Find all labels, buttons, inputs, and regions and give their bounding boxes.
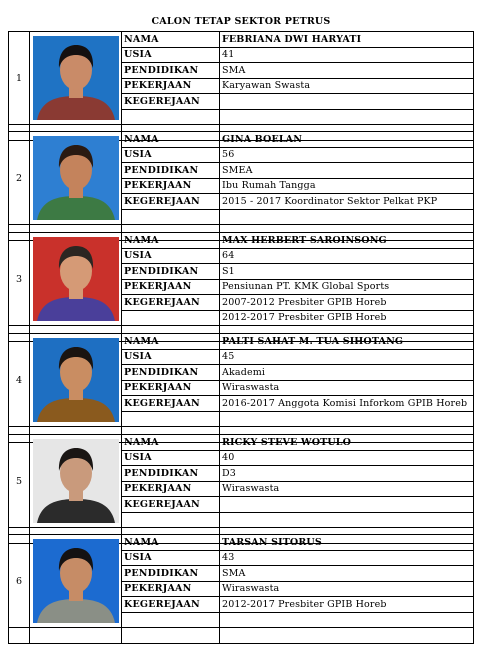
candidate-number: 5 [9, 435, 30, 528]
value-kegerejaan-extra [220, 411, 474, 427]
value-kegerejaan-extra [220, 612, 474, 628]
sheet-title: CALON TETAP SEKTOR PETRUS [151, 16, 331, 27]
label-pendidikan: PENDIDIKAN [122, 566, 220, 582]
label-pekerjaan: PEKERJAAN [122, 581, 220, 597]
label-usia: USIA [122, 47, 220, 63]
value-kegerejaan-extra [220, 109, 474, 125]
label-nama: NAMA [122, 233, 220, 249]
value-nama: RICKY STEVE WOTULO [220, 435, 474, 451]
candidate-table [8, 434, 474, 544]
label-pekerjaan: PEKERJAAN [122, 78, 220, 94]
label-usia: USIA [122, 248, 220, 264]
value-kegerejaan [220, 497, 474, 513]
value-usia: 45 [220, 349, 474, 365]
value-usia: 64 [220, 248, 474, 264]
label-pendidikan: PENDIDIKAN [122, 365, 220, 381]
value-pekerjaan: Wiraswasta [220, 481, 474, 497]
value-pekerjaan: Wiraswasta [220, 581, 474, 597]
candidate-number: 6 [9, 535, 30, 628]
value-nama: TARSAN SITORUS [220, 535, 474, 551]
label-usia: USIA [122, 450, 220, 466]
value-usia: 56 [220, 147, 474, 163]
label-kegerejaan: KEGEREJAAN [122, 396, 220, 412]
portrait-image [33, 237, 119, 321]
value-usia: 41 [220, 47, 474, 63]
label-empty [122, 512, 220, 528]
spacer-cell [122, 628, 220, 644]
value-pendidikan: D3 [220, 466, 474, 482]
label-pendidikan: PENDIDIKAN [122, 163, 220, 179]
value-kegerejaan: 2012-2017 Presbiter GPIB Horeb [220, 597, 474, 613]
candidate-table [8, 31, 474, 141]
label-usia: USIA [122, 147, 220, 163]
candidate-number: 4 [9, 334, 30, 427]
value-kegerejaan: 2015 - 2017 Koordinator Sektor Pelkat PKP [220, 194, 474, 210]
label-pendidikan: PENDIDIKAN [122, 264, 220, 280]
value-nama: FEBRIANA DWI HARYATI [220, 32, 474, 48]
label-pekerjaan: PEKERJAAN [122, 481, 220, 497]
label-pekerjaan: PEKERJAAN [122, 380, 220, 396]
label-pekerjaan: PEKERJAAN [122, 279, 220, 295]
value-nama: GINA BOELAN [220, 132, 474, 148]
value-pendidikan: SMEA [220, 163, 474, 179]
label-kegerejaan: KEGEREJAAN [122, 194, 220, 210]
label-nama: NAMA [122, 132, 220, 148]
label-kegerejaan: KEGEREJAAN [122, 295, 220, 311]
label-kegerejaan: KEGEREJAAN [122, 497, 220, 513]
portrait-image [33, 539, 119, 623]
portrait-image [33, 136, 119, 220]
value-usia: 40 [220, 450, 474, 466]
portrait-image [33, 439, 119, 523]
value-kegerejaan: 2016-2017 Anggota Komisi Inforkom GPIB Horeb [220, 396, 474, 412]
value-kegerejaan: 2007-2012 Presbiter GPIB Horeb [220, 295, 474, 311]
label-kegerejaan: KEGEREJAAN [122, 94, 220, 110]
value-pendidikan: S1 [220, 264, 474, 280]
candidate-photo [30, 334, 122, 427]
portrait-image [33, 338, 119, 422]
label-pendidikan: PENDIDIKAN [122, 466, 220, 482]
value-kegerejaan [220, 94, 474, 110]
spacer-cell [220, 628, 474, 644]
candidate-table [8, 131, 474, 241]
label-empty [122, 209, 220, 225]
value-kegerejaan-extra: 2012-2017 Presbiter GPIB Horeb [220, 310, 474, 326]
value-usia: 43 [220, 550, 474, 566]
label-nama: NAMA [122, 435, 220, 451]
candidate-photo [30, 435, 122, 528]
candidate-photo [30, 32, 122, 125]
label-empty [122, 310, 220, 326]
value-pendidikan: SMA [220, 566, 474, 582]
value-kegerejaan-extra [220, 209, 474, 225]
candidate-number: 3 [9, 233, 30, 326]
label-pendidikan: PENDIDIKAN [122, 63, 220, 79]
label-kegerejaan: KEGEREJAAN [122, 597, 220, 613]
label-nama: NAMA [122, 535, 220, 551]
candidate-photo [30, 535, 122, 628]
label-usia: USIA [122, 550, 220, 566]
candidate-number: 2 [9, 132, 30, 225]
value-pendidikan: Akademi [220, 365, 474, 381]
spacer-cell [30, 628, 122, 644]
candidate-table [8, 534, 474, 644]
value-nama: MAX HERBERT SAROINSONG [220, 233, 474, 249]
value-pekerjaan: Wiraswasta [220, 380, 474, 396]
label-empty [122, 109, 220, 125]
value-pekerjaan: Karyawan Swasta [220, 78, 474, 94]
label-empty [122, 612, 220, 628]
candidate-table [8, 232, 474, 342]
value-pekerjaan: Pensiunan PT. KMK Global Sports [220, 279, 474, 295]
portrait-image [33, 36, 119, 120]
label-usia: USIA [122, 349, 220, 365]
value-nama: PALTI SAHAT M. TUA SIHOTANG [220, 334, 474, 350]
candidate-table [8, 333, 474, 443]
value-pendidikan: SMA [220, 63, 474, 79]
label-nama: NAMA [122, 334, 220, 350]
label-empty [122, 411, 220, 427]
spacer-cell [9, 628, 30, 644]
candidate-photo [30, 132, 122, 225]
label-pekerjaan: PEKERJAAN [122, 178, 220, 194]
candidate-photo [30, 233, 122, 326]
candidate-number: 1 [9, 32, 30, 125]
value-kegerejaan-extra [220, 512, 474, 528]
label-nama: NAMA [122, 32, 220, 48]
value-pekerjaan: Ibu Rumah Tangga [220, 178, 474, 194]
